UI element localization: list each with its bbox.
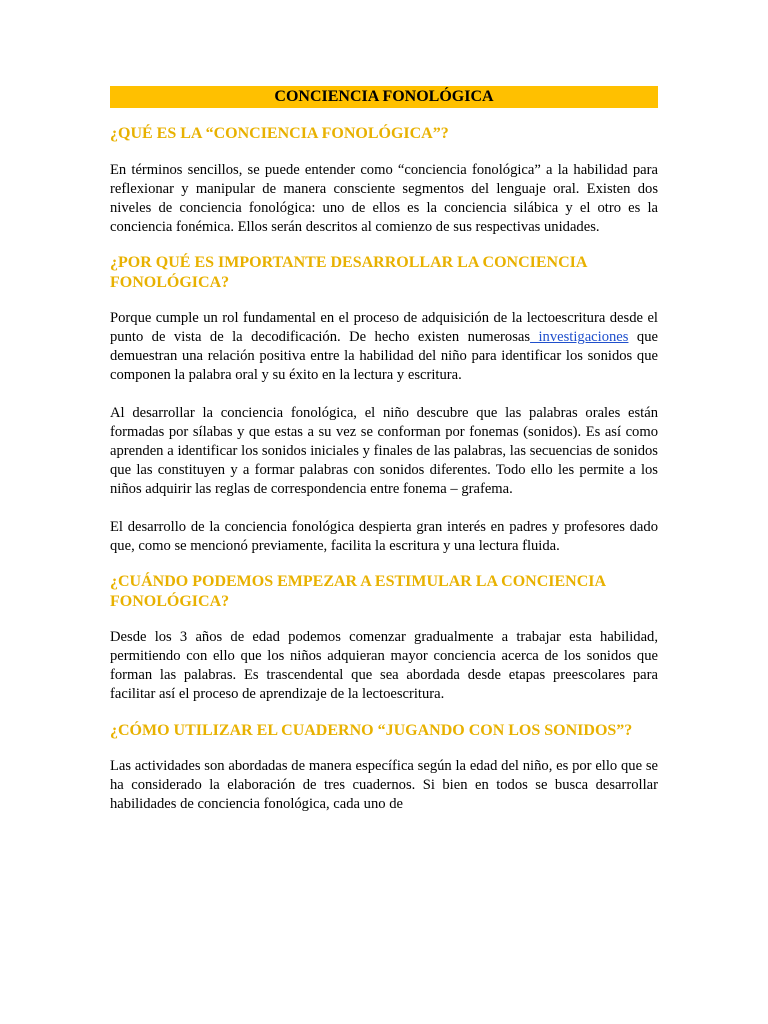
paragraph-text: que demuestran una relación positiva entre la habilidad del niño para identificar los sonidos que componen la palabra oral y su éxito en la lectura y escritura. (110, 329, 658, 383)
section-paragraph: Las actividades son abordadas de manera específica según la edad del niño, es por ello que se ha considerado la elaboración de tres cuadernos. Si bien en todos se busca desarrollar habilidades de conciencia fonológica, cada uno de (110, 758, 658, 812)
section-paragraph: Al desarrollar la conciencia fonológica, el niño descubre que las palabras orales están formadas por sílabas y que estas a su vez se conforman por fonemas (sonidos). Es así como aprenden a identificar los sonidos iniciales y finales de las palabras, las secuencias de sonidos que las constituyen y a formar palabras con sonidos diferentes. Todo ello les permite a los niños adquirir las reglas de correspondencia entre fonema – grafema. (110, 405, 658, 497)
investigaciones-link[interactable]: investigaciones (530, 329, 629, 345)
section-paragraph: El desarrollo de la conciencia fonológica despierta gran interés en padres y profesores dado que, como se mencionó previamente, facilita la escritura y una lectura fluida. (110, 519, 658, 554)
section-heading-por-que: ¿POR QUÉ ES IMPORTANTE DESARROLLAR LA CONCIENCIA FONOLÓGICA? (110, 254, 587, 291)
paragraph-text: Porque cumple un rol fundamental en el proceso de adquisición de la lectoescritura desde el punto de vista de la decodificación. De hecho existen numerosas (110, 310, 658, 345)
section-heading-que-es: ¿QUÉ ES LA “CONCIENCIA FONOLÓGICA”? (110, 125, 449, 142)
section-paragraph: Desde los 3 años de edad podemos comenzar gradualmente a trabajar esta habilidad, permitiendo con ello que los niños adquieran mayor conciencia acerca de los sonidos que forman las palabras. Es trascendental que sea abordada desde etapas preescolares para facilitar así el proceso de aprendizaje de la lectoescritura. (110, 629, 658, 702)
document-content (110, 86, 658, 814)
section-paragraph: En términos sencillos, se puede entender como “conciencia fonológica” a la habilidad para reflexionar y manipular de manera consciente segmentos del lenguaje oral. Existen dos niveles de conciencia fonológica: uno de ellos es la conciencia silábica y el otro es la conciencia fonémica. Ellos serán descritos al comienzo de sus respectivas unidades. (110, 162, 658, 235)
section-heading-cuando: ¿CUÁNDO PODEMOS EMPEZAR A ESTIMULAR LA CONCIENCIA FONOLÓGICA? (110, 573, 606, 610)
document-title: CONCIENCIA FONOLÓGICA (274, 88, 494, 105)
section-paragraph-with-link (110, 309, 658, 385)
section-heading-como: ¿CÓMO UTILIZAR EL CUADERNO “JUGANDO CON LOS SONIDOS”? (110, 722, 633, 739)
document-title-bar (110, 86, 658, 108)
